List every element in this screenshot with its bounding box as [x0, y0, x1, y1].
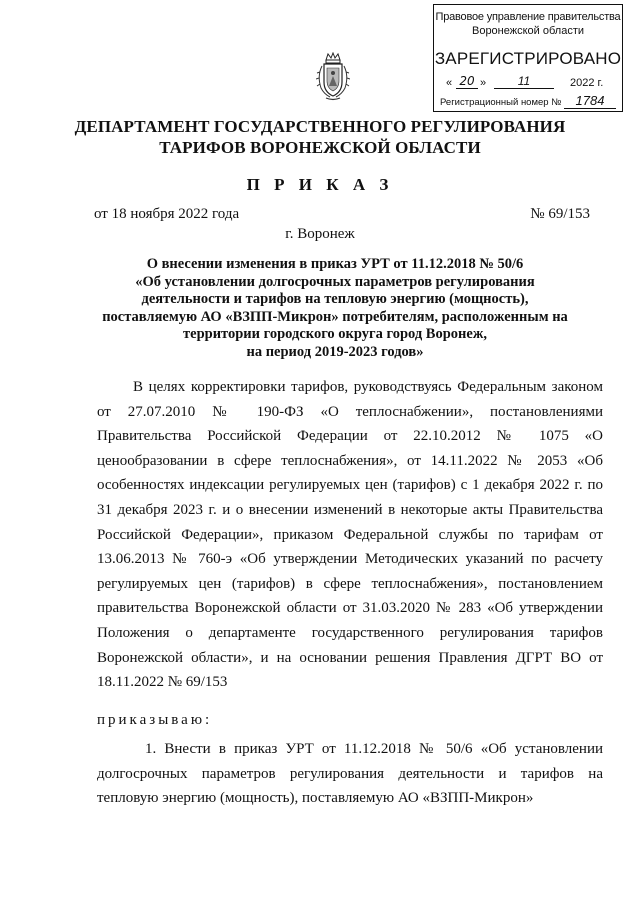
- document-city: г. Воронеж: [285, 226, 355, 242]
- preamble-paragraph: В целях корректировки тарифов, руководствуясь Федеральным законом от 27.07.2010 № 190-ФЗ «О теплоснабжении», постановлениями Правительства Российской Федерации от 22.10.2012 № 1075 «О ценообразовании в сфере теплоснабжения», от 14.11.2022 № 2053 «Об особенностях индексации регулируемых цен (тарифов) с 1 декабря 2022 г. по 31 декабря 2023 г. и о внесении изменений в некоторые акты Правительства Российской Федерации», приказом Федеральной службы по тарифам от 13.06.2013 № 760-э «Об утверждении Методических указаний по расчету регулируемых цен (тарифов) в сфере теплоснабжения», постановлением правительства Воронежской области от 31.03.2020 № 283 «Об утверждении Положения о департаменте государственного регулирования тарифов Воронежской области», и на основании решения Правления ДГРТ ВО от 18.11.2022 № 69/153: [97, 379, 603, 691]
- stamp-date-year: 2022 г.: [570, 77, 604, 89]
- subject-line: О внесении изменения в приказ УРТ от 11.12.2018 № 50/6: [146, 256, 524, 272]
- document-date: от 18 ноября 2022 года: [94, 206, 240, 222]
- stamp-date-open-quote: «: [446, 77, 453, 89]
- subject-line: на период 2019-2023 годов»: [246, 343, 424, 360]
- registration-stamp: [433, 4, 623, 112]
- order-item-1: 1. Внести в приказ УРТ от 11.12.2018 № 50/6 «Об установлении долгосрочных параметров регулирования деятельности и тарифов на тепловую энергию (мощность), поставляемую АО «ВЗПП-Микрон»: [97, 741, 603, 807]
- department-title-line1: ДЕПАРТАМЕНТ ГОСУДАРСТВЕННОГО РЕГУЛИРОВАНИЯ: [74, 117, 566, 136]
- document-number: № 69/153: [530, 206, 590, 222]
- stamp-authority-line2: Воронежской области: [471, 25, 584, 37]
- subject-line: «Об установлении долгосрочных параметров регулирования: [135, 273, 535, 290]
- subject-line: деятельности и тарифов на тепловую энергию (мощность),: [141, 291, 529, 307]
- stamp-status: ЗАРЕГИСТРИРОВАНО: [434, 49, 622, 68]
- stamp-date-close-quote: »: [480, 77, 487, 89]
- stamp-registration: [440, 93, 616, 110]
- document-type: П Р И К А З: [246, 175, 394, 194]
- stamp-date-month: 11: [494, 74, 554, 89]
- orders-phrase: приказываю:: [97, 712, 213, 728]
- stamp-reg-label: Регистрационный номер №: [440, 97, 562, 108]
- subject-line: территории городского округа город Воронеж,: [183, 326, 487, 342]
- stamp-authority-line1: Правовое управление правительства: [435, 11, 621, 23]
- stamp-date: [446, 74, 614, 93]
- department-title-line2: ТАРИФОВ ВОРОНЕЖСКОЙ ОБЛАСТИ: [159, 138, 481, 157]
- coat-of-arms-icon: [316, 52, 350, 102]
- document-subject: [60, 256, 610, 361]
- stamp-date-day: 20: [456, 74, 478, 89]
- subject-line: поставляемую АО «ВЗПП-Микрон» потребителям, расположенным на: [102, 308, 568, 325]
- stamp-reg-number: 1784: [564, 93, 616, 109]
